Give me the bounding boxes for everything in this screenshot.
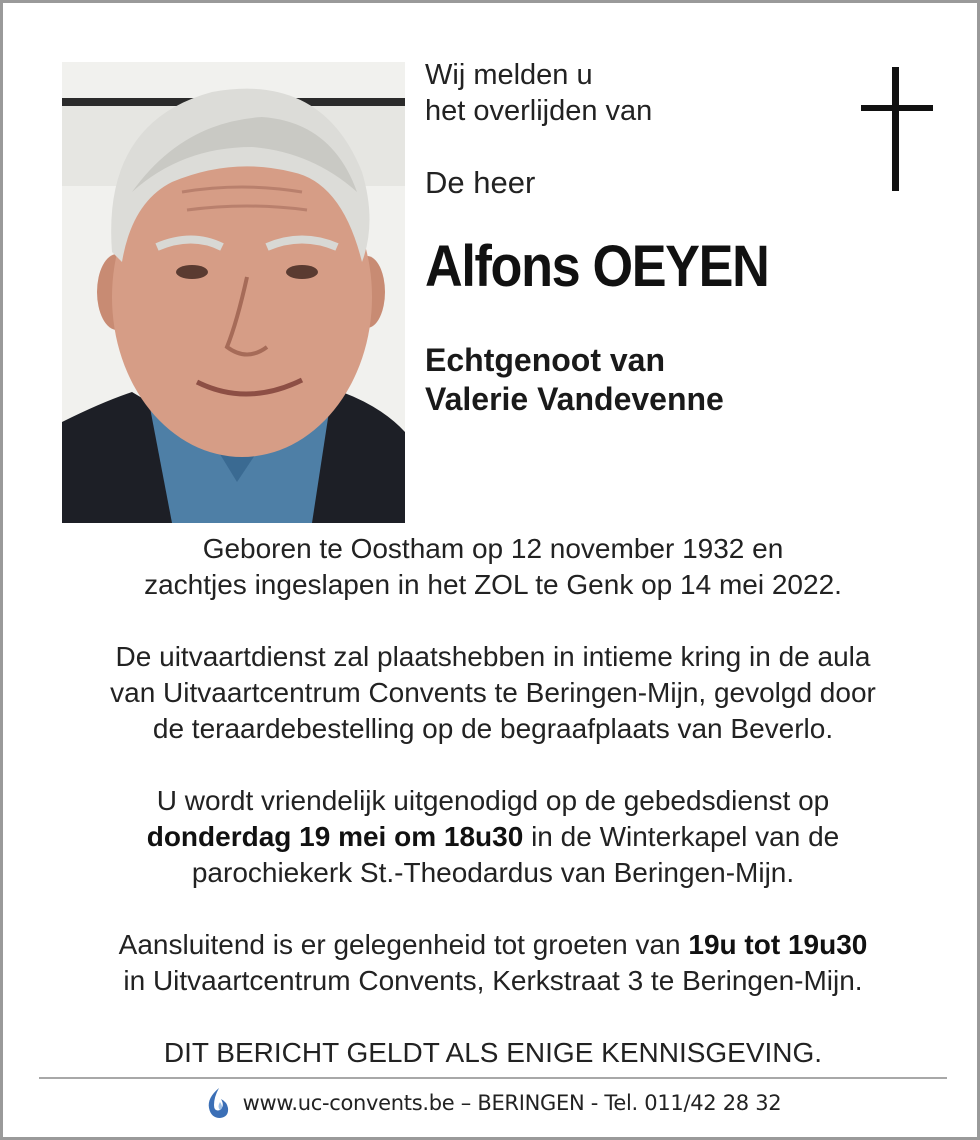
birth-line-1: Geboren te Oostham op 12 november 1932 en [202,533,784,564]
funeral-paragraph [33,639,953,747]
flame-logo-icon [205,1086,231,1120]
prayer-line-1: U wordt vriendelijk uitgenodigd op de gebedsdienst op [156,785,830,816]
portrait-illustration [62,62,405,523]
obituary-body [33,531,953,1107]
spouse-info [425,341,724,419]
condolence-time: 19u tot 19u30 [688,929,868,960]
deceased-name: Alfons OEYEN [425,234,769,299]
intro-line-1: Wij melden u [425,59,593,91]
intro-line-2: het overlijden van [425,95,653,127]
announcement-intro [425,57,652,129]
funeral-line-3: de teraardebestelling op de begraafplaats van Beverlo. [152,713,834,744]
footer [3,1085,980,1121]
condolence-line-1: Aansluitend is er gelegenheid tot groeten van [118,929,689,960]
portrait-photo [62,62,405,523]
footer-divider [39,1077,947,1079]
birth-line-2: zachtjes ingeslapen in het ZOL te Genk op 14 mei 2022. [144,569,842,600]
prayer-line-2: in de Winterkapel van de [523,821,840,852]
condolence-line-2: in Uitvaartcentrum Convents, Kerkstraat 3 te Beringen-Mijn. [123,965,863,996]
spouse-line-1: Echtgenoot van [425,342,666,378]
footer-contact: www.uc-convents.be – BERINGEN - Tel. 011/42 28 32 [242,1091,782,1115]
spouse-line-2: Valerie Vandevenne [425,381,724,417]
cross-icon [861,67,933,191]
prayer-paragraph [33,783,953,891]
notice-text: DIT BERICHT GELDT ALS ENIGE KENNISGEVING. [163,1037,823,1068]
prayer-line-3: parochiekerk St.-Theodardus van Beringen-Mijn. [191,857,795,888]
condolence-paragraph [33,927,953,999]
funeral-line-1: De uitvaartdienst zal plaatshebben in intieme kring in de aula [115,641,871,672]
honorific: De heer [425,165,536,200]
funeral-line-2: van Uitvaartcentrum Convents te Beringen-Mijn, gevolgd door [110,677,876,708]
prayer-date: donderdag 19 mei om 18u30 [146,821,524,852]
birth-paragraph [33,531,953,603]
